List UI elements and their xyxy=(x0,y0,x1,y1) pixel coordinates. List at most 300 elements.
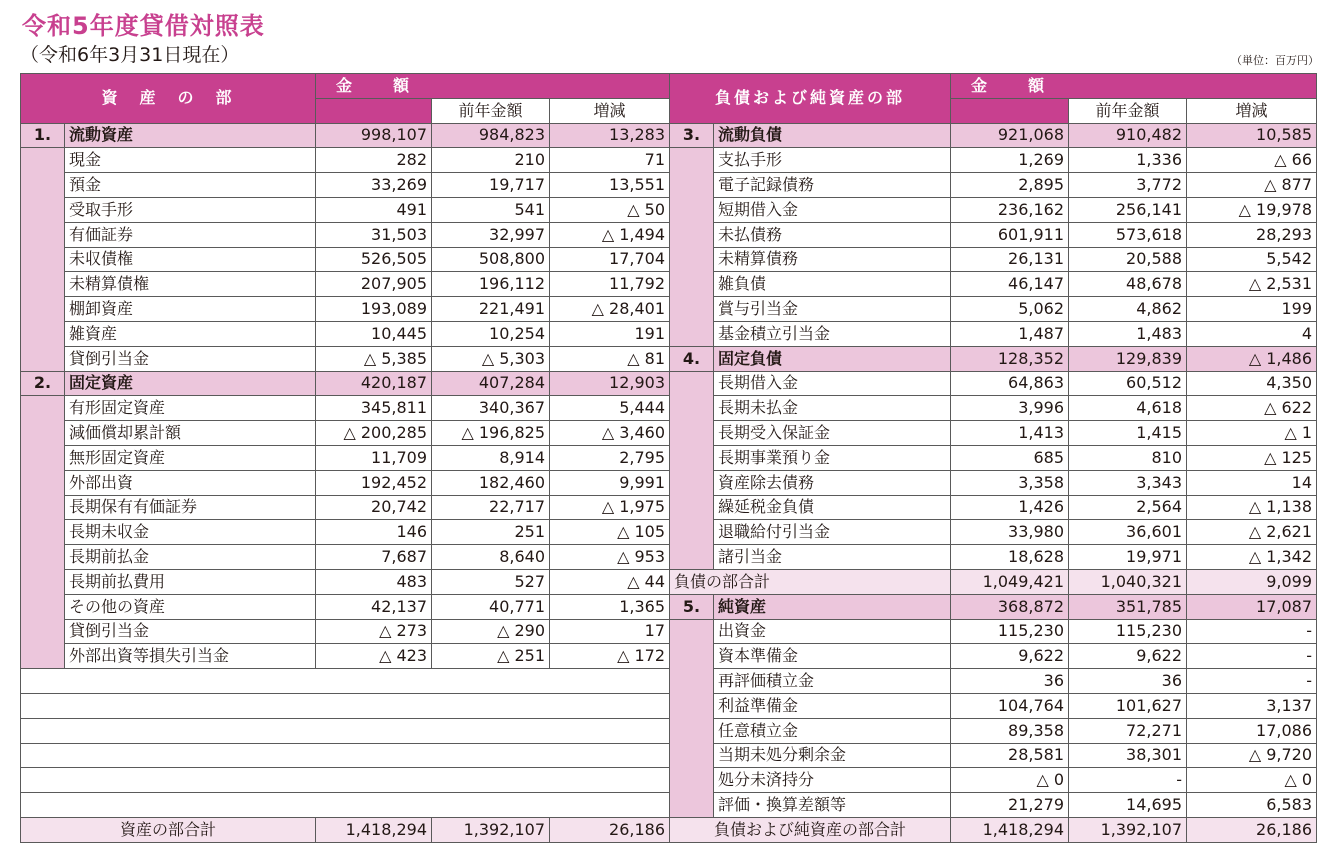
asset-item-label: 無形固定資産 xyxy=(65,445,316,470)
asset-item-amount: 146 xyxy=(316,520,432,545)
asset-item-label: 貸倒引当金 xyxy=(65,346,316,371)
liab-indent-cell xyxy=(670,371,714,396)
liab-item-change: △ 1 xyxy=(1187,421,1317,446)
asset-item-amount: △ 200,285 xyxy=(316,421,432,446)
asset-indent-cell xyxy=(21,421,65,446)
asset-item-prior: 340,367 xyxy=(432,396,550,421)
liab-indent-cell xyxy=(670,421,714,446)
liab-indent-cell xyxy=(670,247,714,272)
liab-item-label: 短期借入金 xyxy=(714,197,951,222)
liab-item-prior: 38,301 xyxy=(1069,743,1187,768)
asset-indent-cell xyxy=(21,619,65,644)
assets-header: 資 産 の 部 xyxy=(21,74,316,124)
asset-item-amount: 207,905 xyxy=(316,272,432,297)
liab-item-prior: 1,415 xyxy=(1069,421,1187,446)
table-row xyxy=(21,644,1317,669)
liab-item-label: 評価・換算差額等 xyxy=(714,793,951,818)
liab-item-prior: 1,336 xyxy=(1069,148,1187,173)
table-row xyxy=(21,247,1317,272)
asset-item-prior: 8,640 xyxy=(432,545,550,570)
asset-item-label: 未収債権 xyxy=(65,247,316,272)
liab-item-amount: 3,358 xyxy=(951,470,1069,495)
asset-indent-cell xyxy=(21,569,65,594)
asset-item-amount: 33,269 xyxy=(316,173,432,198)
liab-item-amount: 1,426 xyxy=(951,495,1069,520)
asset-item-prior: 32,997 xyxy=(432,222,550,247)
liab-item-change: △ 0 xyxy=(1187,768,1317,793)
liab-subtotal-amount: 1,049,421 xyxy=(951,569,1069,594)
as-of-date: （令和6年3月31日現在） xyxy=(20,44,240,66)
table-row xyxy=(21,545,1317,570)
asset-section-prior: 407,284 xyxy=(432,371,550,396)
liab-item-amount: 26,131 xyxy=(951,247,1069,272)
header-row xyxy=(21,74,1317,99)
asset-indent-cell xyxy=(21,520,65,545)
liab-item-amount: 115,230 xyxy=(951,619,1069,644)
asset-item-label: 長期前払金 xyxy=(65,545,316,570)
table-row xyxy=(21,594,1317,619)
asset-item-prior: △ 196,825 xyxy=(432,421,550,446)
liab-item-change: △ 9,720 xyxy=(1187,743,1317,768)
liab-item-amount: 1,413 xyxy=(951,421,1069,446)
liab-item-amount: △ 0 xyxy=(951,768,1069,793)
asset-indent-cell xyxy=(21,222,65,247)
asset-item-label: 有価証券 xyxy=(65,222,316,247)
liab-indent-cell xyxy=(670,197,714,222)
asset-item-change: 17 xyxy=(550,619,670,644)
liab-item-prior: - xyxy=(1069,768,1187,793)
table-row xyxy=(21,619,1317,644)
asset-item-change: △ 953 xyxy=(550,545,670,570)
table-row xyxy=(21,793,1317,818)
liab-item-label: 未精算債務 xyxy=(714,247,951,272)
liab-item-label: 資産除去債務 xyxy=(714,470,951,495)
asset-item-prior: 19,717 xyxy=(432,173,550,198)
table-row xyxy=(21,173,1317,198)
liab-item-prior: 2,564 xyxy=(1069,495,1187,520)
asset-item-amount: △ 273 xyxy=(316,619,432,644)
liab-indent-cell xyxy=(670,321,714,346)
asset-item-change: 71 xyxy=(550,148,670,173)
liab-item-prior: 60,512 xyxy=(1069,371,1187,396)
assets-total-amount: 1,418,294 xyxy=(316,817,432,842)
liab-item-amount: 5,062 xyxy=(951,297,1069,322)
asset-item-change: △ 1,494 xyxy=(550,222,670,247)
liab-section-label: 流動負債 xyxy=(714,123,951,148)
liab-total-prior: 1,392,107 xyxy=(1069,817,1187,842)
liab-indent-cell xyxy=(670,445,714,470)
liab-item-change: 5,542 xyxy=(1187,247,1317,272)
asset-item-prior: △ 290 xyxy=(432,619,550,644)
liab-header: 負債および純資産の部 xyxy=(670,74,951,124)
liab-indent-cell xyxy=(670,222,714,247)
liab-section-change: 17,087 xyxy=(1187,594,1317,619)
table-row xyxy=(21,222,1317,247)
table-row xyxy=(21,718,1317,743)
asset-item-label: 外部出資 xyxy=(65,470,316,495)
table-row xyxy=(21,743,1317,768)
asset-section-number: 1. xyxy=(21,123,65,148)
liab-total-label: 負債および純資産の部合計 xyxy=(670,817,951,842)
liab-item-amount: 89,358 xyxy=(951,718,1069,743)
asset-item-label: 現金 xyxy=(65,148,316,173)
asset-indent-cell xyxy=(21,148,65,173)
liab-item-amount: 3,996 xyxy=(951,396,1069,421)
asset-section-label: 流動資産 xyxy=(65,123,316,148)
asset-item-amount: 42,137 xyxy=(316,594,432,619)
asset-item-amount: 31,503 xyxy=(316,222,432,247)
asset-item-label: 未精算債権 xyxy=(65,272,316,297)
liab-section-amount: 921,068 xyxy=(951,123,1069,148)
liab-section-number: 5. xyxy=(670,594,714,619)
unit-label: （単位：百万円） xyxy=(1231,54,1319,67)
assets-total-change: 26,186 xyxy=(550,817,670,842)
amount-header-right: 金 額 xyxy=(951,74,1317,99)
asset-indent-cell xyxy=(21,470,65,495)
asset-item-change: △ 81 xyxy=(550,346,670,371)
asset-item-change: 9,991 xyxy=(550,470,670,495)
liab-item-change: - xyxy=(1187,669,1317,694)
liab-item-label: 長期受入保証金 xyxy=(714,421,951,446)
liab-item-amount: 46,147 xyxy=(951,272,1069,297)
table-row xyxy=(21,470,1317,495)
liab-item-change: △ 2,531 xyxy=(1187,272,1317,297)
asset-item-label: 棚卸資産 xyxy=(65,297,316,322)
asset-item-label: 長期前払費用 xyxy=(65,569,316,594)
liab-item-prior: 115,230 xyxy=(1069,619,1187,644)
liab-indent-cell xyxy=(670,173,714,198)
asset-item-prior: 10,254 xyxy=(432,321,550,346)
liab-item-change: △ 66 xyxy=(1187,148,1317,173)
liab-indent-cell xyxy=(670,520,714,545)
liab-item-prior: 36 xyxy=(1069,669,1187,694)
liab-section-label: 固定負債 xyxy=(714,346,951,371)
asset-item-prior: 182,460 xyxy=(432,470,550,495)
table-row xyxy=(21,421,1317,446)
asset-indent-cell xyxy=(21,346,65,371)
liab-item-change: △ 2,621 xyxy=(1187,520,1317,545)
liab-section-number: 3. xyxy=(670,123,714,148)
liab-indent-cell xyxy=(670,644,714,669)
asset-item-change: 11,792 xyxy=(550,272,670,297)
liab-item-label: 長期未払金 xyxy=(714,396,951,421)
liab-section-prior: 910,482 xyxy=(1069,123,1187,148)
liab-item-prior: 101,627 xyxy=(1069,693,1187,718)
asset-section-prior: 984,823 xyxy=(432,123,550,148)
asset-item-amount: 20,742 xyxy=(316,495,432,520)
asset-item-label: 受取手形 xyxy=(65,197,316,222)
liab-item-prior: 3,343 xyxy=(1069,470,1187,495)
liab-section-change: 10,585 xyxy=(1187,123,1317,148)
asset-item-prior: 541 xyxy=(432,197,550,222)
liab-item-label: 諸引当金 xyxy=(714,545,951,570)
table-row xyxy=(21,148,1317,173)
totals-row xyxy=(21,817,1317,842)
asset-item-amount: 11,709 xyxy=(316,445,432,470)
liab-item-label: 電子記録債務 xyxy=(714,173,951,198)
amount-subheader-left xyxy=(316,98,432,123)
liab-item-label: 繰延税金負債 xyxy=(714,495,951,520)
liab-indent-cell xyxy=(670,470,714,495)
table-row xyxy=(21,272,1317,297)
page-title: 令和5年度貸借対照表 xyxy=(22,12,265,40)
asset-empty-cell xyxy=(21,793,670,818)
table-row xyxy=(21,693,1317,718)
liab-item-label: 任意積立金 xyxy=(714,718,951,743)
liab-item-label: 賞与引当金 xyxy=(714,297,951,322)
asset-section-change: 12,903 xyxy=(550,371,670,396)
liab-section-amount: 128,352 xyxy=(951,346,1069,371)
asset-section-amount: 998,107 xyxy=(316,123,432,148)
asset-empty-cell xyxy=(21,693,670,718)
asset-item-change: 1,365 xyxy=(550,594,670,619)
table-row xyxy=(21,371,1317,396)
liab-total-change: 26,186 xyxy=(1187,817,1317,842)
table-row xyxy=(21,669,1317,694)
liab-item-prior: 4,862 xyxy=(1069,297,1187,322)
asset-item-change: △ 1,975 xyxy=(550,495,670,520)
asset-item-change: △ 44 xyxy=(550,569,670,594)
liab-indent-cell xyxy=(670,545,714,570)
asset-item-label: 雑資産 xyxy=(65,321,316,346)
table-row xyxy=(21,768,1317,793)
asset-item-change: 13,551 xyxy=(550,173,670,198)
liab-item-label: 基金積立引当金 xyxy=(714,321,951,346)
liab-indent-cell xyxy=(670,768,714,793)
asset-item-amount: 192,452 xyxy=(316,470,432,495)
asset-item-prior: 508,800 xyxy=(432,247,550,272)
liab-item-amount: 685 xyxy=(951,445,1069,470)
asset-item-prior: 210 xyxy=(432,148,550,173)
asset-item-change: △ 3,460 xyxy=(550,421,670,446)
liab-item-change: 3,137 xyxy=(1187,693,1317,718)
liab-item-prior: 573,618 xyxy=(1069,222,1187,247)
liab-item-amount: 2,895 xyxy=(951,173,1069,198)
liab-item-change: △ 877 xyxy=(1187,173,1317,198)
liab-indent-cell xyxy=(670,743,714,768)
liab-item-amount: 9,622 xyxy=(951,644,1069,669)
liab-item-change: △ 1,138 xyxy=(1187,495,1317,520)
liab-section-prior: 129,839 xyxy=(1069,346,1187,371)
liab-item-change: △ 125 xyxy=(1187,445,1317,470)
asset-item-label: 有形固定資産 xyxy=(65,396,316,421)
prior-header-right: 前年金額 xyxy=(1069,98,1187,123)
table-row xyxy=(21,520,1317,545)
liab-item-label: 再評価積立金 xyxy=(714,669,951,694)
asset-item-prior: 221,491 xyxy=(432,297,550,322)
asset-indent-cell xyxy=(21,247,65,272)
liab-indent-cell xyxy=(670,495,714,520)
change-header-right: 増減 xyxy=(1187,98,1317,123)
liab-item-change: - xyxy=(1187,619,1317,644)
asset-item-change: 17,704 xyxy=(550,247,670,272)
liab-item-amount: 18,628 xyxy=(951,545,1069,570)
asset-item-amount: △ 5,385 xyxy=(316,346,432,371)
liab-total-amount: 1,418,294 xyxy=(951,817,1069,842)
liab-indent-cell xyxy=(670,297,714,322)
liab-item-amount: 33,980 xyxy=(951,520,1069,545)
table-row xyxy=(21,495,1317,520)
asset-indent-cell xyxy=(21,197,65,222)
liab-indent-cell xyxy=(670,693,714,718)
liab-item-amount: 236,162 xyxy=(951,197,1069,222)
asset-item-amount: 483 xyxy=(316,569,432,594)
asset-indent-cell xyxy=(21,545,65,570)
asset-indent-cell xyxy=(21,297,65,322)
assets-total-prior: 1,392,107 xyxy=(432,817,550,842)
asset-item-amount: 10,445 xyxy=(316,321,432,346)
table-row xyxy=(21,297,1317,322)
liab-item-amount: 64,863 xyxy=(951,371,1069,396)
liab-indent-cell xyxy=(670,272,714,297)
liab-item-label: 当期未処分剰余金 xyxy=(714,743,951,768)
asset-item-label: 長期未収金 xyxy=(65,520,316,545)
asset-indent-cell xyxy=(21,495,65,520)
balance-sheet-table xyxy=(20,73,1317,843)
liab-item-change: - xyxy=(1187,644,1317,669)
asset-item-prior: 8,914 xyxy=(432,445,550,470)
table-row xyxy=(21,569,1317,594)
liab-subtotal-prior: 1,040,321 xyxy=(1069,569,1187,594)
asset-item-amount: 193,089 xyxy=(316,297,432,322)
liab-indent-cell xyxy=(670,718,714,743)
table-row xyxy=(21,197,1317,222)
asset-item-change: △ 50 xyxy=(550,197,670,222)
assets-total-label: 資産の部合計 xyxy=(21,817,316,842)
asset-item-change: 2,795 xyxy=(550,445,670,470)
liab-item-prior: 36,601 xyxy=(1069,520,1187,545)
table-row xyxy=(21,346,1317,371)
asset-item-prior: 527 xyxy=(432,569,550,594)
liab-indent-cell xyxy=(670,619,714,644)
liab-item-prior: 48,678 xyxy=(1069,272,1187,297)
liab-item-amount: 28,581 xyxy=(951,743,1069,768)
asset-indent-cell xyxy=(21,396,65,421)
asset-indent-cell xyxy=(21,445,65,470)
liab-section-amount: 368,872 xyxy=(951,594,1069,619)
liab-item-prior: 9,622 xyxy=(1069,644,1187,669)
asset-empty-cell xyxy=(21,743,670,768)
liab-item-label: 退職給付引当金 xyxy=(714,520,951,545)
liab-section-prior: 351,785 xyxy=(1069,594,1187,619)
asset-item-amount: 345,811 xyxy=(316,396,432,421)
liab-item-label: 処分未済持分 xyxy=(714,768,951,793)
liab-item-prior: 1,483 xyxy=(1069,321,1187,346)
amount-header-left: 金 額 xyxy=(316,74,670,99)
asset-empty-cell xyxy=(21,669,670,694)
asset-item-prior: 251 xyxy=(432,520,550,545)
asset-item-change: △ 105 xyxy=(550,520,670,545)
liab-item-change: 17,086 xyxy=(1187,718,1317,743)
asset-item-label: 減価償却累計額 xyxy=(65,421,316,446)
table-row xyxy=(21,321,1317,346)
asset-section-change: 13,283 xyxy=(550,123,670,148)
asset-item-change: 5,444 xyxy=(550,396,670,421)
liab-item-label: 資本準備金 xyxy=(714,644,951,669)
asset-section-number: 2. xyxy=(21,371,65,396)
asset-item-change: 191 xyxy=(550,321,670,346)
asset-indent-cell xyxy=(21,594,65,619)
change-header-left: 増減 xyxy=(550,98,670,123)
asset-item-prior: 196,112 xyxy=(432,272,550,297)
liab-item-change: △ 622 xyxy=(1187,396,1317,421)
asset-item-amount: 526,505 xyxy=(316,247,432,272)
asset-indent-cell xyxy=(21,321,65,346)
asset-item-change: △ 28,401 xyxy=(550,297,670,322)
asset-section-label: 固定資産 xyxy=(65,371,316,396)
liab-item-amount: 1,269 xyxy=(951,148,1069,173)
asset-item-prior: △ 5,303 xyxy=(432,346,550,371)
asset-item-prior: 40,771 xyxy=(432,594,550,619)
liab-subtotal-change: 9,099 xyxy=(1187,569,1317,594)
asset-empty-cell xyxy=(21,768,670,793)
liab-section-change: △ 1,486 xyxy=(1187,346,1317,371)
asset-item-prior: 22,717 xyxy=(432,495,550,520)
table-row xyxy=(21,123,1317,148)
asset-item-amount: △ 423 xyxy=(316,644,432,669)
asset-item-label: 長期保有有価証券 xyxy=(65,495,316,520)
liab-item-prior: 14,695 xyxy=(1069,793,1187,818)
asset-indent-cell xyxy=(21,644,65,669)
asset-item-prior: △ 251 xyxy=(432,644,550,669)
asset-indent-cell xyxy=(21,272,65,297)
liab-item-amount: 601,911 xyxy=(951,222,1069,247)
asset-item-label: 外部出資等損失引当金 xyxy=(65,644,316,669)
liab-item-prior: 20,588 xyxy=(1069,247,1187,272)
prior-header-left: 前年金額 xyxy=(432,98,550,123)
liab-indent-cell xyxy=(670,793,714,818)
liab-item-prior: 4,618 xyxy=(1069,396,1187,421)
table-row xyxy=(21,396,1317,421)
liab-item-label: 未払債務 xyxy=(714,222,951,247)
asset-indent-cell xyxy=(21,173,65,198)
liab-section-label: 純資産 xyxy=(714,594,951,619)
liab-item-prior: 3,772 xyxy=(1069,173,1187,198)
asset-item-amount: 7,687 xyxy=(316,545,432,570)
liab-item-change: △ 1,342 xyxy=(1187,545,1317,570)
liab-indent-cell xyxy=(670,669,714,694)
liab-item-prior: 19,971 xyxy=(1069,545,1187,570)
liab-indent-cell xyxy=(670,396,714,421)
asset-item-change: △ 172 xyxy=(550,644,670,669)
liab-item-prior: 72,271 xyxy=(1069,718,1187,743)
liab-item-change: 199 xyxy=(1187,297,1317,322)
asset-item-amount: 491 xyxy=(316,197,432,222)
liab-item-label: 出資金 xyxy=(714,619,951,644)
liab-item-change: 28,293 xyxy=(1187,222,1317,247)
liab-item-amount: 36 xyxy=(951,669,1069,694)
amount-subheader-right xyxy=(951,98,1069,123)
liab-item-label: 雑負債 xyxy=(714,272,951,297)
asset-item-label: 貸倒引当金 xyxy=(65,619,316,644)
liab-item-prior: 256,141 xyxy=(1069,197,1187,222)
asset-item-amount: 282 xyxy=(316,148,432,173)
liab-item-change: 14 xyxy=(1187,470,1317,495)
liab-item-label: 利益準備金 xyxy=(714,693,951,718)
liab-item-change: 4,350 xyxy=(1187,371,1317,396)
asset-empty-cell xyxy=(21,718,670,743)
liab-item-amount: 21,279 xyxy=(951,793,1069,818)
liab-item-change: △ 19,978 xyxy=(1187,197,1317,222)
liab-item-amount: 1,487 xyxy=(951,321,1069,346)
liab-item-change: 4 xyxy=(1187,321,1317,346)
liab-item-label: 長期借入金 xyxy=(714,371,951,396)
liab-item-change: 6,583 xyxy=(1187,793,1317,818)
liab-item-prior: 810 xyxy=(1069,445,1187,470)
liab-section-number: 4. xyxy=(670,346,714,371)
liab-item-amount: 104,764 xyxy=(951,693,1069,718)
table-row xyxy=(21,445,1317,470)
